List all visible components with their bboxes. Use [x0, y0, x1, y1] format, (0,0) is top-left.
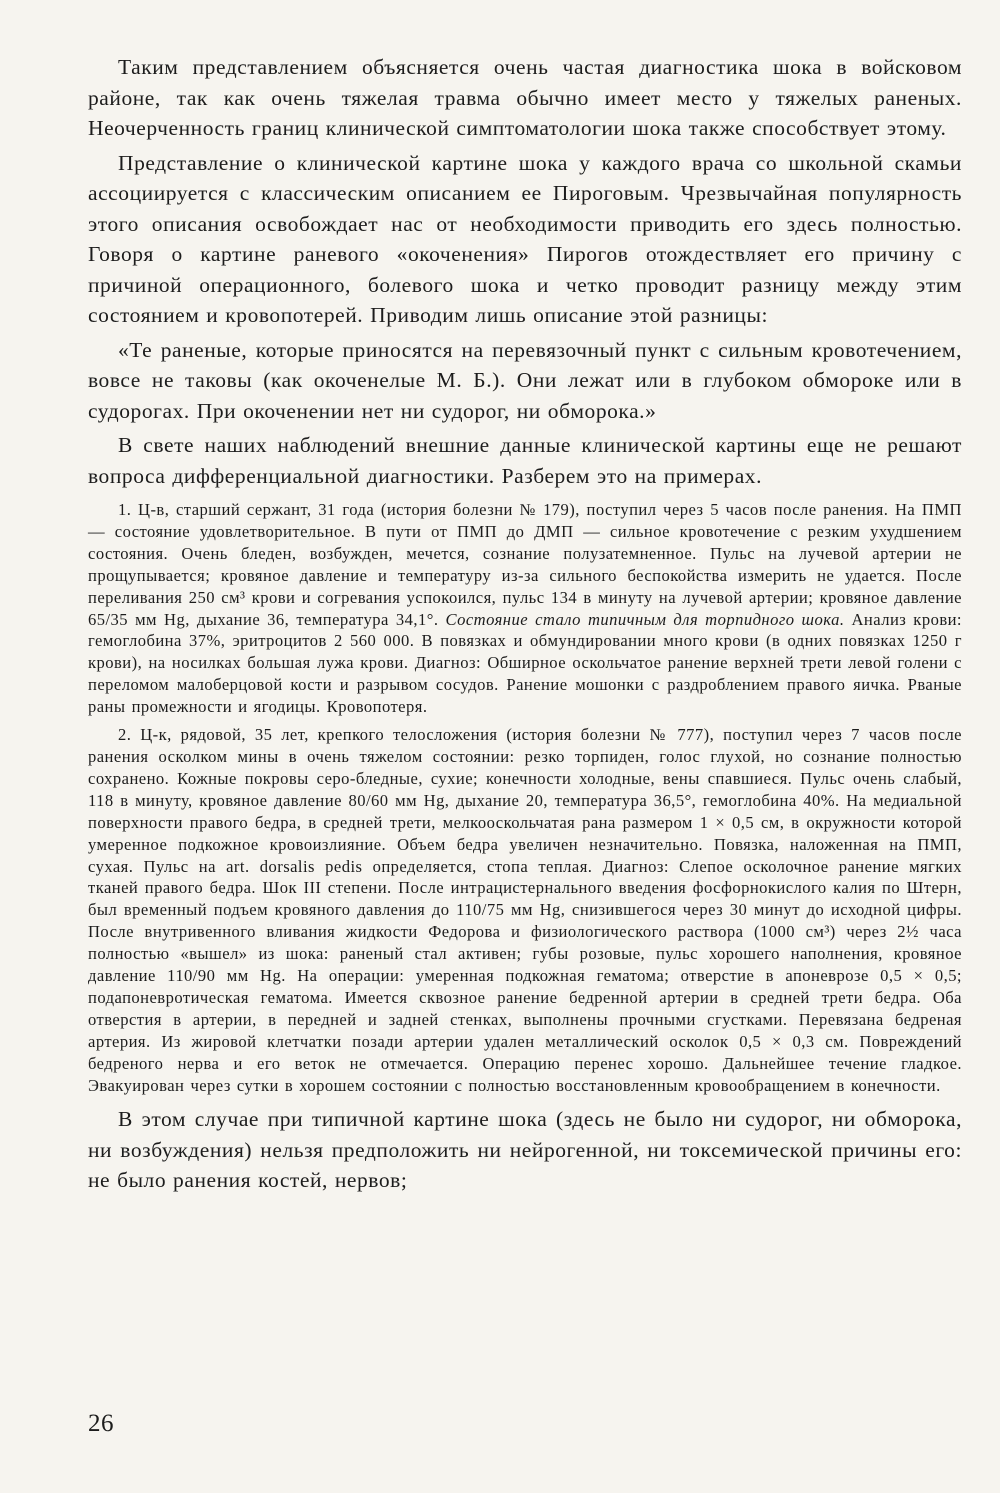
paragraph-differential-diagnosis: В свете наших наблюдений внешние данные клинической картины еще не решают вопроса дифференциальной диагностики. Разберем это на примерах.: [88, 433, 962, 488]
paragraph-pirogov-quote: «Те раненые, которые приносятся на перевязочный пункт с сильным кровотечением, вовсе не таковы (как окоченелые М. Б.). Они лежат или в глубоком обмороке или в судорогах. При окоченении нет ни судорог, ни обморока.»: [88, 337, 962, 423]
paragraph-shock-diagnosis: Таким представлением объясняется очень частая диагностика шока в войсковом районе, так как очень тяжелая травма обычно имеет место у тяжелых раненых. Неочерченность границ клинической симптоматологии шока также способствует этому.: [88, 55, 962, 140]
case-report-1-text-b: Анализ крови: гемоглобина 37%, эритроцитов 2 560 000. В повязках и обмундировании много крови (в одних повязках 1250 г крови), на носилках большая лужа крови. Диагноз: Обширное оскольчатое ранение верхней трети левой голени с переломом малоберцовой кости и разрывом сосудов. Ранение мошонки с раздроблением правого яичка. Рваные раны промежности и ягодицы. Кровопотеря.: [88, 609, 962, 717]
paragraph-pirogov-description: Представление о клинической картине шока у каждого врача со школьной скамьи ассоциируется с классическим описанием ее Пироговым. Чрезвычайная популярность этого описания освобождает нас от необходимости приводить его здесь полностью. Говоря о картине раневого «окоченения» Пирогов отождествляет его причину с причиной операционного, болевого шока и четко проводит разницу между этим состоянием и кровопотерей. Приводим лишь описание этой разницы:: [88, 150, 962, 327]
case-report-1-italic: Состояние стало типичным для торпидного шока.: [445, 609, 845, 629]
case-report-1-text-a: 1. Ц-в, старший сержант, 31 года (история болезни № 179), поступил через 5 часов после ранения. На ПМП — состояние удовлетворительное. В пути от ПМП до ДМП — сильное кровотечение с резким ухудшением состояния. Очень бледен, возбужден, мечется, сознание полузатемненное. Пульс на лучевой артерии не прощупывается; кровяное давление и температуру из-за сильного беспокойства измерить не удается. После переливания 250 см³ крови и согревания успокоился, пульс 134 в минуту на лучевой артерии; кровяное давление 65/35 мм Hg, дыхание 36, температура 34,1°.: [88, 500, 962, 629]
case-report-1: [88, 499, 962, 718]
paragraph-conclusion: В этом случае при типичной картине шока (здесь не было ни судорог, ни обморока, ни возбуждения) нельзя предположить ни нейрогенной, ни токсемической причины его: не было ранения костей, нервов;: [88, 1107, 962, 1193]
case-report-2: 2. Ц-к, рядовой, 35 лет, крепкого телосложения (история болезни № 777), поступил через 7 часов после ранения осколком мины в очень тяжелом состоянии: резко торпиден, голос глухой, но сознание полностью сохранено. Кожные покровы серо-бледные, сухие; конечности холодные, вены спавшиеся. Пульс очень слабый, 118 в минуту, кровяное давление 80/60 мм Hg, дыхание 20, температура 36,5°, гемоглобина 40%. На медиальной поверхности правого бедра, в средней трети, мелкооскольчатая рана размером 1 × 0,5 см, в окружности которой умеренное подкожное кровоизлияние. Объем бедра увеличен незначительно. Повязка, наложенная на ПМП, сухая. Пульс на art. dorsalis pedis определяется, стопа теплая. Диагноз: Слепое осколочное ранение мягких тканей правого бедра. Шок III степени. После интрацистернального введения фосфорнокислого калия по Штерн, был временный подъем кровяного давления до 110/75 мм Hg, снизившегося через 30 минут до исходной цифры. После внутривенного вливания жидкости Федорова и физиологического раствора (1000 см³) через 2½ часа полностью «вышел» из шока: раненый стал активен; губы розовые, пульс хорошего наполнения, кровяное давление 110/90 мм Hg. На операции: умеренная подкожная гематома; отверстие в апоневрозе 0,5 × 0,5; подапоневротическая гематома. Имеется сквозное ранение бедренной артерии в средней трети бедра. Оба отверстия в артерии, в передней и задней стенках, выполнены прочными сгустками. Перевязана бедреная артерия. Из жировой клетчатки позади артерии удален металлический осколок 0,5 × 0,3 см. Повреждений бедреного нерва и его веток не отмечается. Операцию перенес хорошо. Дальнейшее течение гладкое. Эвакуирован через сутки в хорошем состоянии с полностью восстановленным кровообращением в конечности.: [88, 725, 962, 1095]
page-number: 26: [88, 1410, 114, 1437]
